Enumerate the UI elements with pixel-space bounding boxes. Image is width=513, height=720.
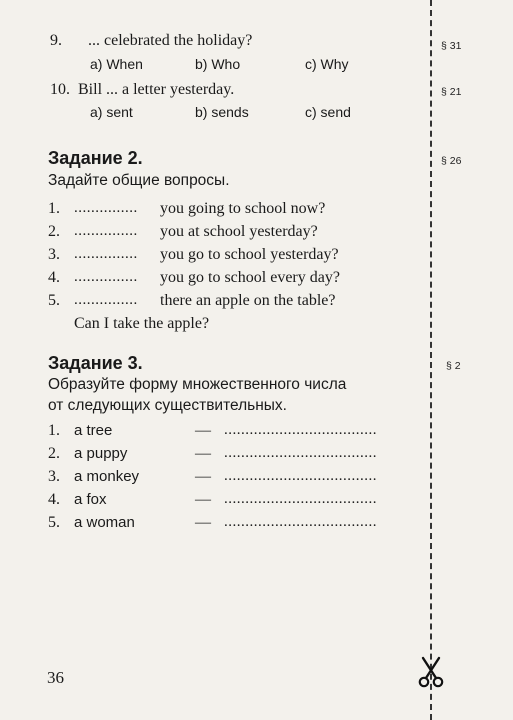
task-3-item-1 [48,422,428,440]
answer-blank[interactable]: .................................... [224,468,377,484]
question-9-text: ... celebrated the holiday? [88,32,253,49]
item-number: 2. [48,223,60,240]
question-10-option-b: b) sends [195,104,249,120]
margin-ref-2: § 2 [446,360,461,372]
task-2-instruction: Задайте общие вопросы. [48,172,230,189]
question-10-option-a: a) sent [90,104,133,120]
item-number: 3. [48,468,60,485]
answer-blank[interactable]: ............... [74,246,138,262]
task-3-item-3 [48,468,428,486]
noun: a monkey [74,468,140,485]
margin-ref-21: § 21 [441,86,462,98]
task-2-item-5-continuation: Can I take the apple? [74,315,210,332]
item-text: you at school yesterday? [160,223,318,240]
question-10-text: Bill ... a letter yesterday. [78,81,235,98]
task-3-item-2 [48,445,428,463]
scissors-icon [417,656,445,688]
answer-blank[interactable]: .................................... [224,491,377,507]
task-3-title: Задание 3. [48,353,143,373]
noun: a woman [74,514,135,531]
question-9-option-b: b) Who [195,56,241,72]
task-2-title: Задание 2. [48,148,143,168]
answer-blank[interactable]: ............... [74,200,138,216]
margin-ref-31: § 31 [441,40,462,52]
answer-blank[interactable]: ............... [74,292,138,308]
answer-blank[interactable]: ............... [74,269,138,285]
noun: a puppy [74,445,128,462]
dash: — [195,491,211,508]
dash: — [195,422,211,439]
noun: a fox [74,491,107,508]
item-number: 4. [48,269,60,286]
task-3-item-5 [48,514,428,532]
item-number: 4. [48,491,60,508]
answer-blank[interactable]: .................................... [224,514,377,530]
item-text: you going to school now? [160,200,326,217]
answer-blank[interactable]: .................................... [224,422,377,438]
task-3-instruction-line-1: Образуйте форму множественного числа [48,376,347,393]
item-number: 1. [48,422,60,439]
dash: — [195,445,211,462]
task-2-item-5 [48,292,336,310]
item-text: you go to school every day? [160,269,340,286]
cut-line [430,0,432,720]
item-number: 5. [48,514,60,531]
question-10-number: 10. [50,81,70,98]
question-9-number: 9. [50,32,62,49]
task-2-item-3 [48,246,339,264]
item-text: you go to school yesterday? [160,246,339,263]
margin-ref-26: § 26 [441,155,462,167]
item-text: there an apple on the table? [160,292,336,309]
task-2-item-4 [48,269,340,287]
question-10-option-c: c) send [305,104,351,120]
dash: — [195,514,211,531]
question-9-option-c: c) Why [305,56,349,72]
noun: a tree [74,422,113,439]
task-3-item-4 [48,491,428,509]
task-2-item-1 [48,200,326,218]
answer-blank[interactable]: .................................... [224,445,377,461]
item-number: 5. [48,292,60,309]
item-number: 1. [48,200,60,217]
page-number: 36 [47,668,64,687]
question-9-option-a: a) When [90,56,143,72]
item-number: 3. [48,246,60,263]
task-3-instruction-line-2: от следующих существительных. [48,397,287,414]
item-number: 2. [48,445,60,462]
task-2-item-2 [48,223,318,241]
dash: — [195,468,211,485]
answer-blank[interactable]: ............... [74,223,138,239]
